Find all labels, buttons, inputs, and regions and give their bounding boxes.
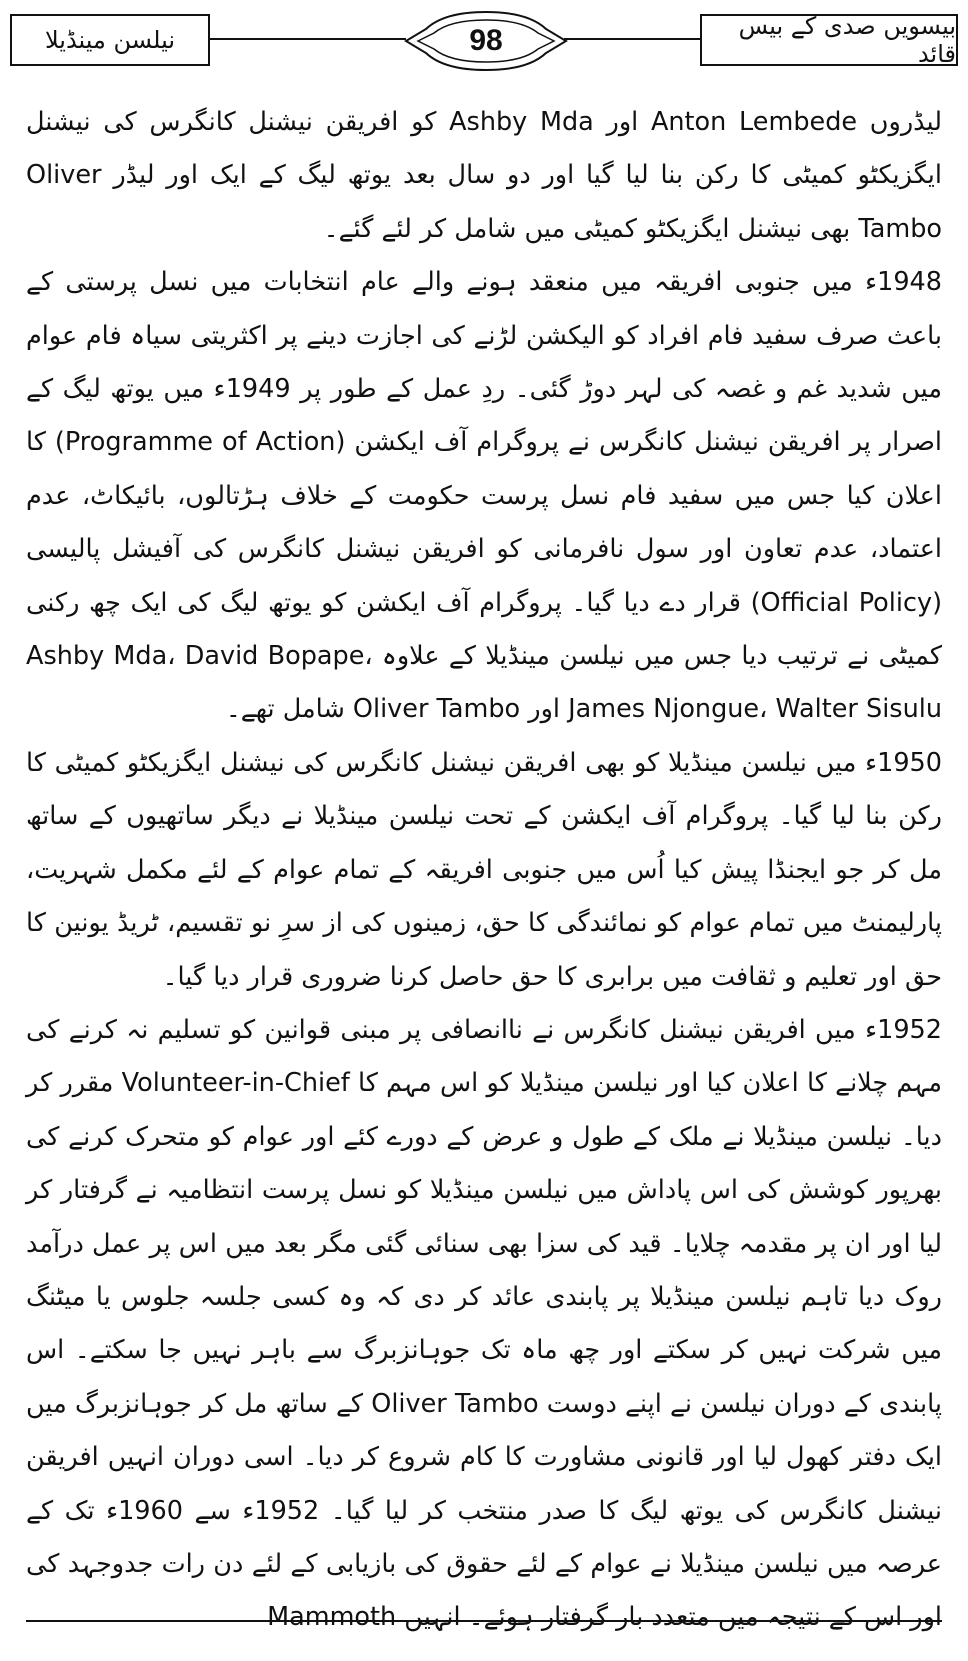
paragraph: 1950ء میں نیلسن مینڈیلا کو بھی افریقن نیشنل کانگرس کی نیشنل ایگزیکٹو کمیٹی کا رکن بنا لیا گیا۔ پروگرام آف ایکشن کے تحت نیلسن مینڈیلا نے دیگر ساتھیوں کے ساتھ مل کر جو ایجنڈا پیش کیا اُس میں جنوبی افریقہ کے تمام عوام کے لئے مکمل شہریت، پارلیمنٹ میں تمام عوام کو نمائندگی کا حق، زمینوں کی از سرِ نو تقسیم، ٹریڈ یونین کا حق اور تعلیم و ثقافت میں برابری کا حق حاصل کرنا ضروری قرار دیا گیا۔ xyxy=(26,747,942,992)
chapter-title-box xyxy=(10,14,210,66)
footer-rule xyxy=(26,1620,942,1622)
paragraph: لیڈروں Anton Lembede اور Ashby Mda کو افریقن نیشنل کانگرس کی نیشنل ایگزیکٹو کمیٹی کا رکن بنا لیا گیا اور دو سال بعد یوتھ لیگ کے ایک اور لیڈر Oliver Tambo بھی نیشنل ایگزیکٹو کمیٹی میں شامل کر لئے گئے۔ xyxy=(26,107,942,244)
book-title: بیسویں صدی کے بیس قائد xyxy=(738,12,956,68)
header-rule-left xyxy=(210,38,406,40)
paragraph: 1952ء میں افریقن نیشنل کانگرس نے ناانصافی پر مبنی قوانین کو تسلیم نہ کرنے کی مہم چلانے کا اعلان کیا اور نیلسن مینڈیلا کو اس مہم کا Volunteer-in-Chief مقرر کر دیا۔ نیلسن مینڈیلا نے ملک کے طول و عرض کے دورے کئے اور عوام کو متحرک کرنے کی بھرپور کوشش کی اس پاداش میں نیلسن مینڈیلا کو نسل پرست انتظامیہ نے گرفتار کر لیا اور ان پر مقدمہ چلایا۔ قید کی سزا بھی سنائی گئی مگر بعد میں اس پر عمل درآمد روک دیا تاہم نیلسن مینڈیلا پر پابندی عائد کر دی کہ وہ کسی جلسہ جلوس یا میٹنگ میں شرکت نہیں کر سکتے اور چھ ماہ تک جوہانزبرگ سے باہر نہیں جا سکتے۔ اس پابندی کے دوران نیلسن نے اپنے دوست Oliver Tambo کے ساتھ مل کر جوہانزبرگ میں ایک دفتر کھول لیا اور قانونی مشاورت کا کام شروع کر دیا۔ اسی دوران انہیں افریقن نیشنل کانگرس کی یوتھ لیگ کا صدر منتخب کر لیا گیا۔ 1952ء سے 1960ء تک کے عرصہ میں نیلسن مینڈیلا نے عوام کے لئے حقوق کی بازیابی کے لئے دن رات جدوجہد کی اور اس کے نتیجہ میں متعدد بار گرفتار ہوئے۔ انہیں Mammoth xyxy=(26,1014,942,1633)
paragraph: 1948ء میں جنوبی افریقہ میں منعقد ہونے والے عام انتخابات میں نسل پرستی کے باعث صرف سفید فام افراد کو الیکشن لڑنے کی اجازت دینے پر اکثریتی سیاہ فام عوام میں شدید غم و غصہ کی لہر دوڑ گئی۔ ردِ عمل کے طور پر 1949ء میں یوتھ لیگ کے اصرار پر افریقن نیشنل کانگرس نے پروگرام آف ایکشن (Programme of Action) کا اعلان کیا جس میں سفید فام نسل پرست حکومت کے خلاف ہڑتالوں، بائیکاٹ، عدم اعتماد، عدم تعاون اور سول نافرمانی کو افریقن نیشنل کانگرس کی آفیشل پالیسی (Official Policy) قرار دے دیا گیا۔ پروگرام آف ایکشن کو یوتھ لیگ کی ایک چھ رکنی کمیٹی نے ترتیب دیا جس میں نیلسن مینڈیلا کے علاوہ Ashby Mda، David Bopape، James Njongue، Walter Sisulu اور Oliver Tambo شامل تھے۔ xyxy=(26,267,943,725)
page-body xyxy=(26,96,942,1645)
chapter-title: نیلسن مینڈیلا xyxy=(44,26,176,54)
page-number: 98 xyxy=(469,24,503,57)
header-rule-right xyxy=(564,38,700,40)
book-title-box xyxy=(700,14,958,66)
page-header xyxy=(8,8,960,76)
